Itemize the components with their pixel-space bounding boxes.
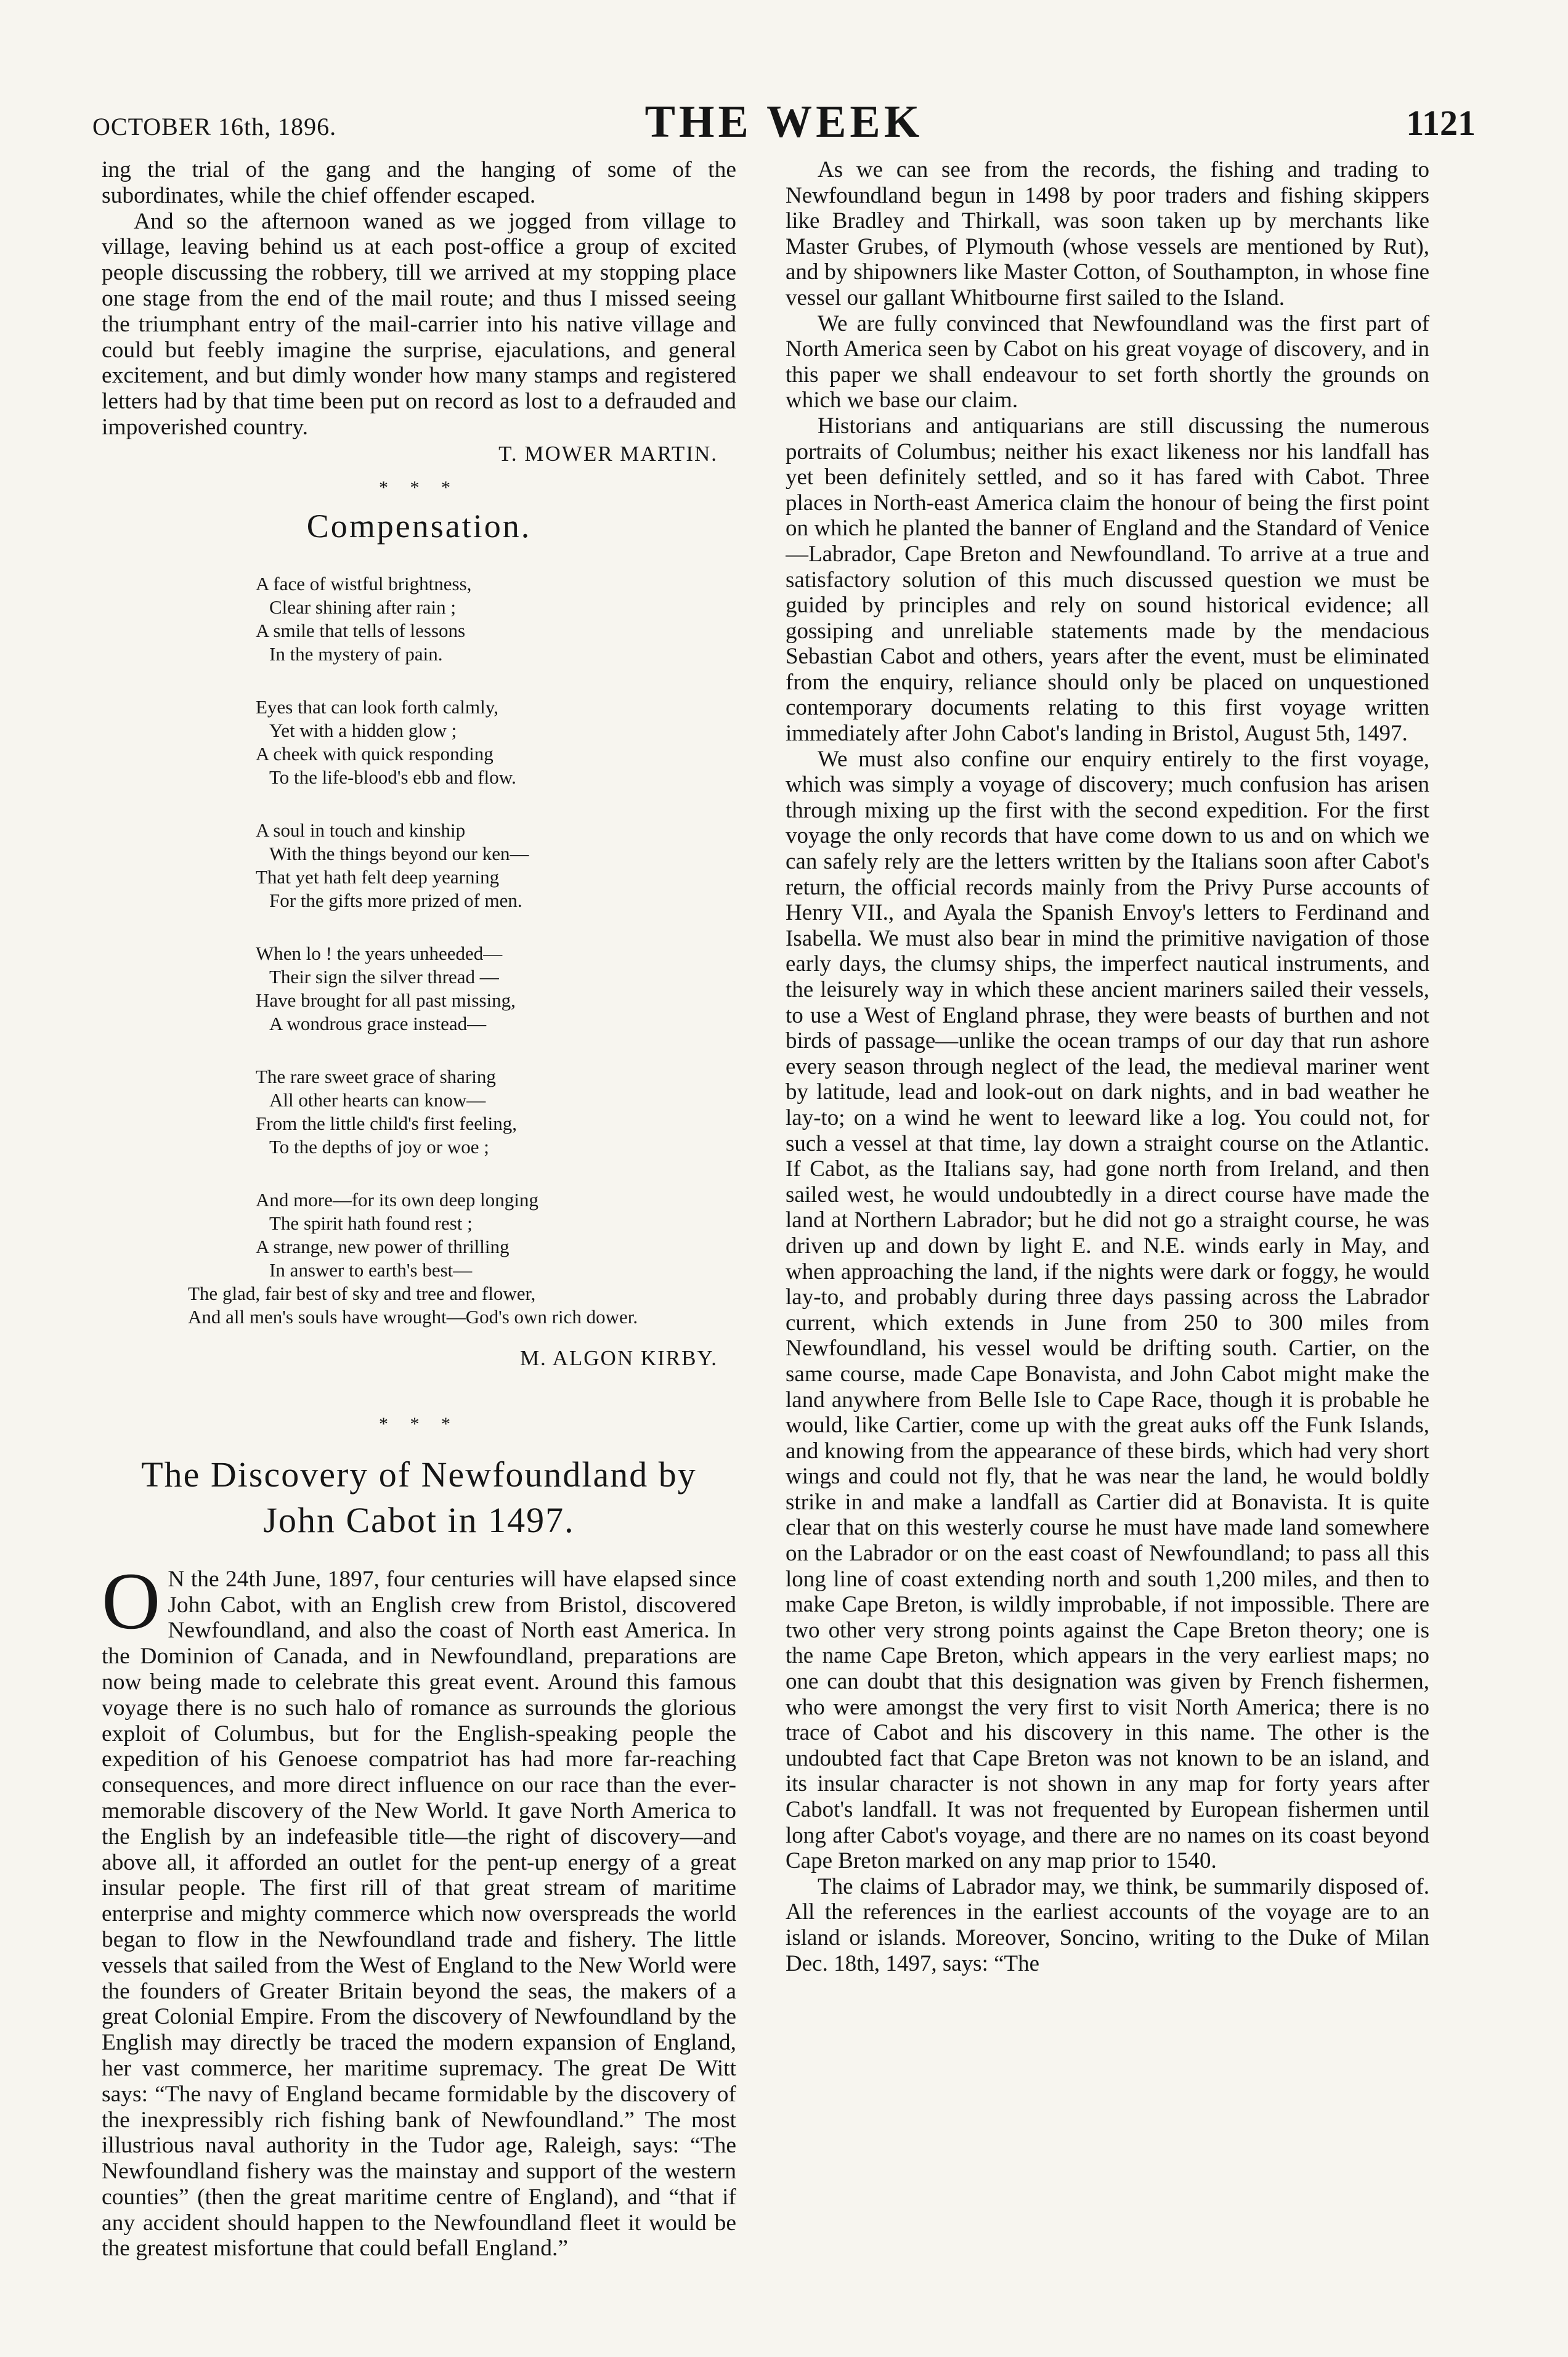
left-column [102,157,736,2302]
story-ending-paragraph: And so the afternoon waned as we jogged from village to village, leaving behind us at each post-office a group of excited people discussing the robbery, till we arrived at my stopping place one stage from the end of the mail route; and thus I missed seeing the triumphant entry of the mail-carrier into his native village and could but feebly imagine the surprise, ejaculations, and general excitement, and but dimly wonder how many stamps and registered letters had by that time been put on record as lost to a defrauded and impoverished country. [102,208,736,440]
poem-line: When lo ! the years unheeded— [256,942,503,964]
poem-line: A face of wistful brightness, [256,572,472,594]
poem-line: The rare sweet grace of sharing [256,1065,496,1087]
poem-line: In the mystery of pain. [269,643,443,665]
poem-line: All other hearts can know— [269,1089,486,1111]
article-paragraph: We are fully convinced that Newfoundland was the first part of North America seen by Cabot on his great voyage of discovery, and in this paper we shall endeavour to set forth shortly the grounds on which we base our claim. [786,310,1429,413]
issue-date: OCTOBER 16th, 1896. [92,113,337,140]
article-paragraph: The claims of Labrador may, we think, be summarily disposed of. All the references in the earliest accounts of the voyage are to an island or islands. Moreover, Soncino, writing to the Duke of Milan Dec. 18th, 1497, says: “The [786,1873,1429,1976]
poem-body [188,572,736,1329]
section-divider: * * * [379,477,459,498]
publication-title: THE WEEK [644,97,924,147]
poem-line: Yet with a hidden glow ; [269,719,457,741]
poem-line: Clear shining after rain ; [269,596,457,618]
poem-line: To the depths of joy or woe ; [269,1135,489,1158]
poem-stanza [256,1065,736,1159]
poem-line: In answer to earth's best— [269,1259,473,1281]
page-header [92,92,1476,147]
page-number: 1121 [1406,103,1476,143]
poem-line: And more—for its own deep longing [256,1188,538,1211]
poem-line: Their sign the silver thread — [269,965,499,988]
story-author: T. MOWER MARTIN. [498,441,718,466]
article-title: The Discovery of Newfoundland by John Cabot in 1497. [141,1454,697,1540]
article-paragraph: As we can see from the records, the fishing and trading to Newfoundland begun in 1498 by poor traders and fishing skippers like Bradley and Thirkall, was soon taken up by merchants like Master Grubes, of Plymouth (whose vessels are mentioned by Rut), and by shipowners like Master Cotton, of Southampton, in whose fine vessel our gallant Whitbourne first sailed to the Island. [786,157,1429,310]
right-column [786,157,1429,2302]
poem-stanza [256,696,736,789]
poem-title: Compensation. [306,507,532,545]
poem-line: Eyes that can look forth calmly, [256,696,498,718]
poem-stanza [256,942,736,1036]
article-paragraph: Historians and antiquarians are still discussing the numerous portraits of Columbus; neither his exact likeness nor his landfall has yet been definitely settled, and so it has fared with Cabot. Three places in North-east America claim the honour of being the first point on which he planted the banner of England and the Standard of Venice—Labrador, Cape Breton and Newfoundland. To arrive at a true and satisfactory solution of this much discussed question we must be guided by principles and rely on sound historical evidence; all gossiping and unreliable statements made by the mendacious Sebastian Cabot and others, years after the event, must be eliminated from the enquiry, reliance should only be placed on unquestioned contemporary documents relating to this first voyage written immediately after John Cabot's landing in Bristol, August 5th, 1497. [786,413,1429,747]
poem-line: A smile that tells of lessons [256,619,466,641]
poem-line: Have brought for all past missing, [256,989,516,1011]
poem-line: For the gifts more prized of men. [269,889,522,911]
article-opening-text: N the 24th June, 1897, four centuries will have elapsed since John Cabot, with an English crew from Bristol, discovered Newfoundland, and also the coast of North east America. In the Dominion of Canada, and in Newfoundland, preparations are now being made to celebrate this great event. Around this famous voyage there is no such halo of romance as surrounds the glorious exploit of Columbus, but for the English-speaking people the expedition of his Genoese compatriot has had more far-reaching consequences, and more direct influence on our race than the ever-memorable discovery of the New World. It gave North America to the English by an indefeasible title—the right of discovery—and above all, it afforded an outlet for the pent-up energy of a great insular people. The first rill of that great stream of maritime enterprise and mighty commerce which now overspreads the world began to flow in the Newfoundland trade and fishery. The little vessels that sailed from the West of England to the New World were the founders of Greater Britain beyond the seas, the makers of a great Colonial Empire. From the discovery of Newfoundland by the English may directly be traced the modern expansion of England, her vast commerce, her maritime supremacy. The great De Witt says: “The navy of England became formidable by the discovery of the inexpressibly rich fishing bank of Newfoundland.” The most illustrious naval authority in the Tudor age, Raleigh, says: “The Newfoundland fishery was the mainstay and support of the western counties” (then the great maritime centre of England), and “that if any accident should happen to the Newfoundland fleet it would be the greatest misfortune that could befall England.” [102,1566,736,2262]
section-divider: * * * [379,1413,459,1434]
poem-line: From the little child's first feeling, [256,1112,518,1134]
article-paragraph: We must also confine our enquiry entirely to the first voyage, which was simply a voyage of discovery; much confusion has arisen through mixing up the first with the second expedition. For the first voyage the only records that have come down to us and on which we can safely rely are the letters written by the Italians soon after Cabot's return, the official records mainly from the Privy Purse accounts of Henry VII., and Ayala the Spanish Envoy's letters to Ferdinand and Isabella. We must also bear in mind the primitive navigation of those early days, the clumsy ships, the imperfect nautical instruments, and the leisurely way in which these ancient mariners sailed their vessels, to use a West of England phrase, they were beasts of burthen and not birds of passage—unlike the ocean tramps of our day that run ashore every season through neglect of the lead, the medieval mariner went by latitude, lead and look-out on dark nights, and in bad weather he lay-to; on a wind he went to leeward like a log. You could not, for such a vessel at that time, lay down a straight course on the Atlantic. If Cabot, as the Italians say, had gone north from Ireland, and then sailed west, he would undoubtedly in a direct course have made the land at Northern Labrador; but he did not go a straight course, he was driven up and down by light E. and N.E. winds early in May, and when approaching the land, if the nights were dark or foggy, he would lay-to, and probably during three days passing across the Labrador current, which extends in June from 250 to 300 miles from Newfoundland, his vessel would be drifting south. Cartier, on the same course, made Cape Bonavista, and John Cabot might make the land anywhere from Belle Isle to Cape Race, though it is probable he would, like Cartier, come up with the great auks off the Funk Islands, and knowing from the appearance of these birds, which had very short wings and could not fly, that he was near the land, he would boldly strike in and make a landfall as Cartier did at Bonavista. It is quite clear that on this westerly course he must have made land somewhere on the Labrador or on the east coast of Newfoundland; to pass all this long line of coast extending north and south 1,200 miles, and then to make Cape Breton, is wildly improbable, if not impossible. There are two other very strong points against the Cape Breton theory; one is the name Cape Breton, which appears in the very earliest maps; no one can doubt that this designation was given by French fishermen, who were amongst the very first to visit North America; there is no trace of Cabot and his discovery in this name. The other is the undoubted fact that Cape Breton was not known to be an island, and its insular character is not shown in any map for forty years after Cabot's landfall. It was not frequented by European fishermen until long after Cabot's voyage, and there are no names on its coast beyond Cape Breton marked on any map prior to 1540. [786,746,1429,1874]
poem-line: To the life-blood's ebb and flow. [269,766,516,788]
poem-line: That yet hath felt deep yearning [256,866,500,888]
poem-line: And all men's souls have wrought—God's own rich dower. [188,1305,638,1328]
poem-line: A wondrous grace instead— [269,1012,487,1034]
poem-line: A cheek with quick responding [256,742,494,765]
article-opening-paragraph [102,1555,736,2262]
poem-line: The glad, fair best of sky and tree and flower, [188,1282,536,1304]
story-ending-paragraph: ing the trial of the gang and the hanging of some of the subordinates, while the chief offender escaped. [102,157,736,208]
poem-stanza [256,572,736,666]
poem-author: M. ALGON KIRBY. [519,1345,718,1370]
poem-line: With the things beyond our ken— [269,842,529,864]
poem-stanza [188,1188,736,1329]
poem-stanza [256,819,736,912]
drop-cap: O [102,1555,161,1646]
poem-line: A soul in touch and kinship [256,819,466,841]
poem-line: A strange, new power of thrilling [256,1235,510,1257]
poem-line: The spirit hath found rest ; [269,1212,473,1234]
